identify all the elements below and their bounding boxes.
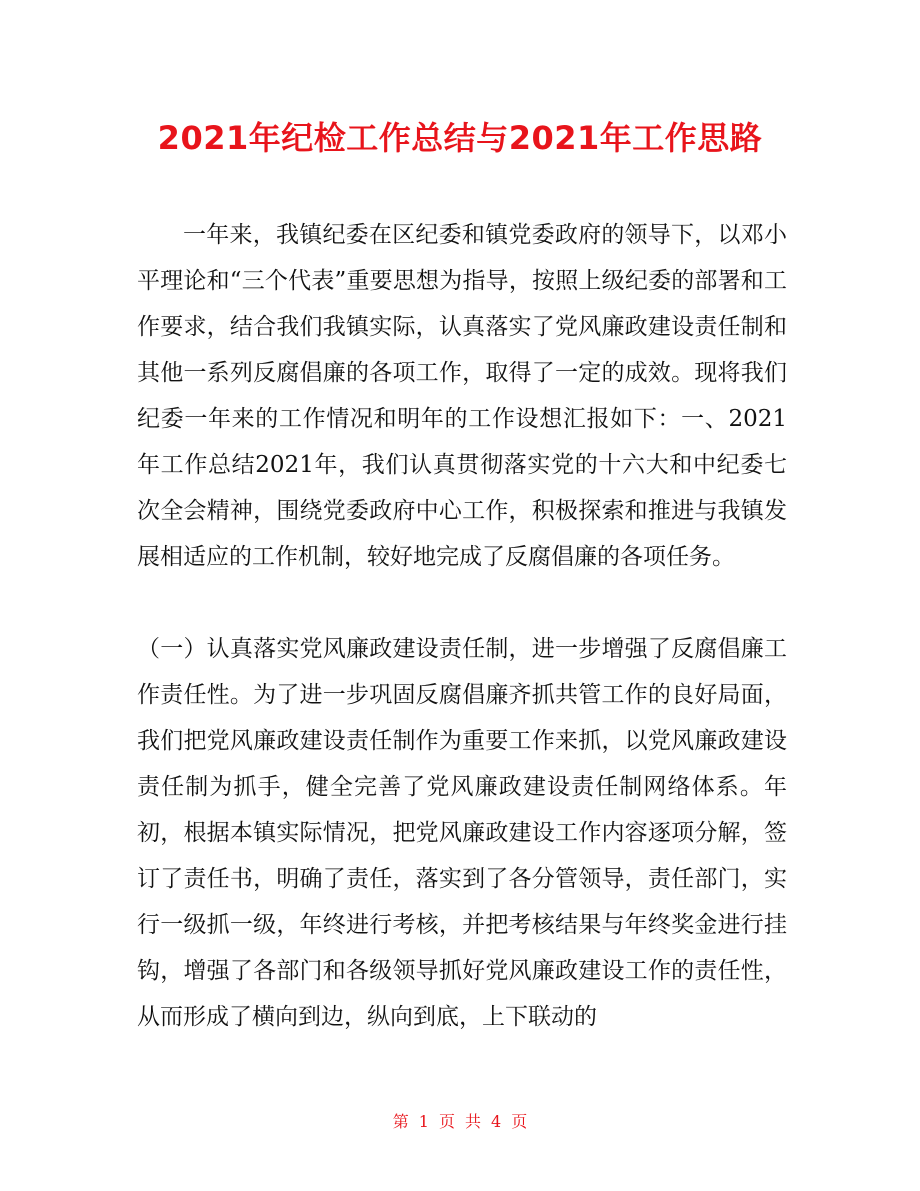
footer-label-gong: 共 bbox=[465, 1112, 482, 1131]
footer-current-page: 1 bbox=[418, 1112, 429, 1131]
footer-label-ye: 页 bbox=[438, 1112, 455, 1131]
footer-label-ye: 页 bbox=[511, 1112, 528, 1131]
page-number-footer bbox=[0, 1110, 920, 1134]
footer-label-di: 第 bbox=[392, 1112, 409, 1131]
paragraph: （一）认真落实党风廉政建设责任制，进一步增强了反腐倡廉工作责任性。为了进一步巩固反腐倡廉齐抓共管工作的良好局面，我们把党风廉政建设责任制作为重要工作来抓，以党风廉政建设责任制为抓手，健全完善了党风廉政建设责任制网络体系。年初，根据本镇实际情况，把党风廉政建设工作内容逐项分解，签订了责任书，明确了责任，落实到了各分管领导，责任部门，实行一级抓一级，年终进行考核，并把考核结果与年终奖金进行挂钩，增强了各部门和各级领导抓好党风廉政建设工作的责任性，从而形成了横向到边，纵向到底，上下联动的 bbox=[137, 636, 787, 1030]
footer-total-pages: 4 bbox=[491, 1112, 502, 1131]
paragraph: 一年来，我镇纪委在区纪委和镇党委政府的领导下，以邓小平理论和“三个代表”重要思想为指导，按照上级纪委的部署和工作要求，结合我们我镇实际，认真落实了党风廉政建设责任制和其他一系列反腐倡廉的各项工作，取得了一定的成效。现将我们纪委一年来的工作情况和明年的工作设想汇报如下：一、2021年工作总结2021年，我们认真贯彻落实党的十六大和中纪委七次全会精神，围绕党委政府中心工作，积极探索和推进与我镇发展相适应的工作机制，较好地完成了反腐倡廉的各项任务。 bbox=[137, 222, 787, 570]
document-title: 2021年纪检工作总结与2021年工作思路 bbox=[157, 119, 763, 157]
